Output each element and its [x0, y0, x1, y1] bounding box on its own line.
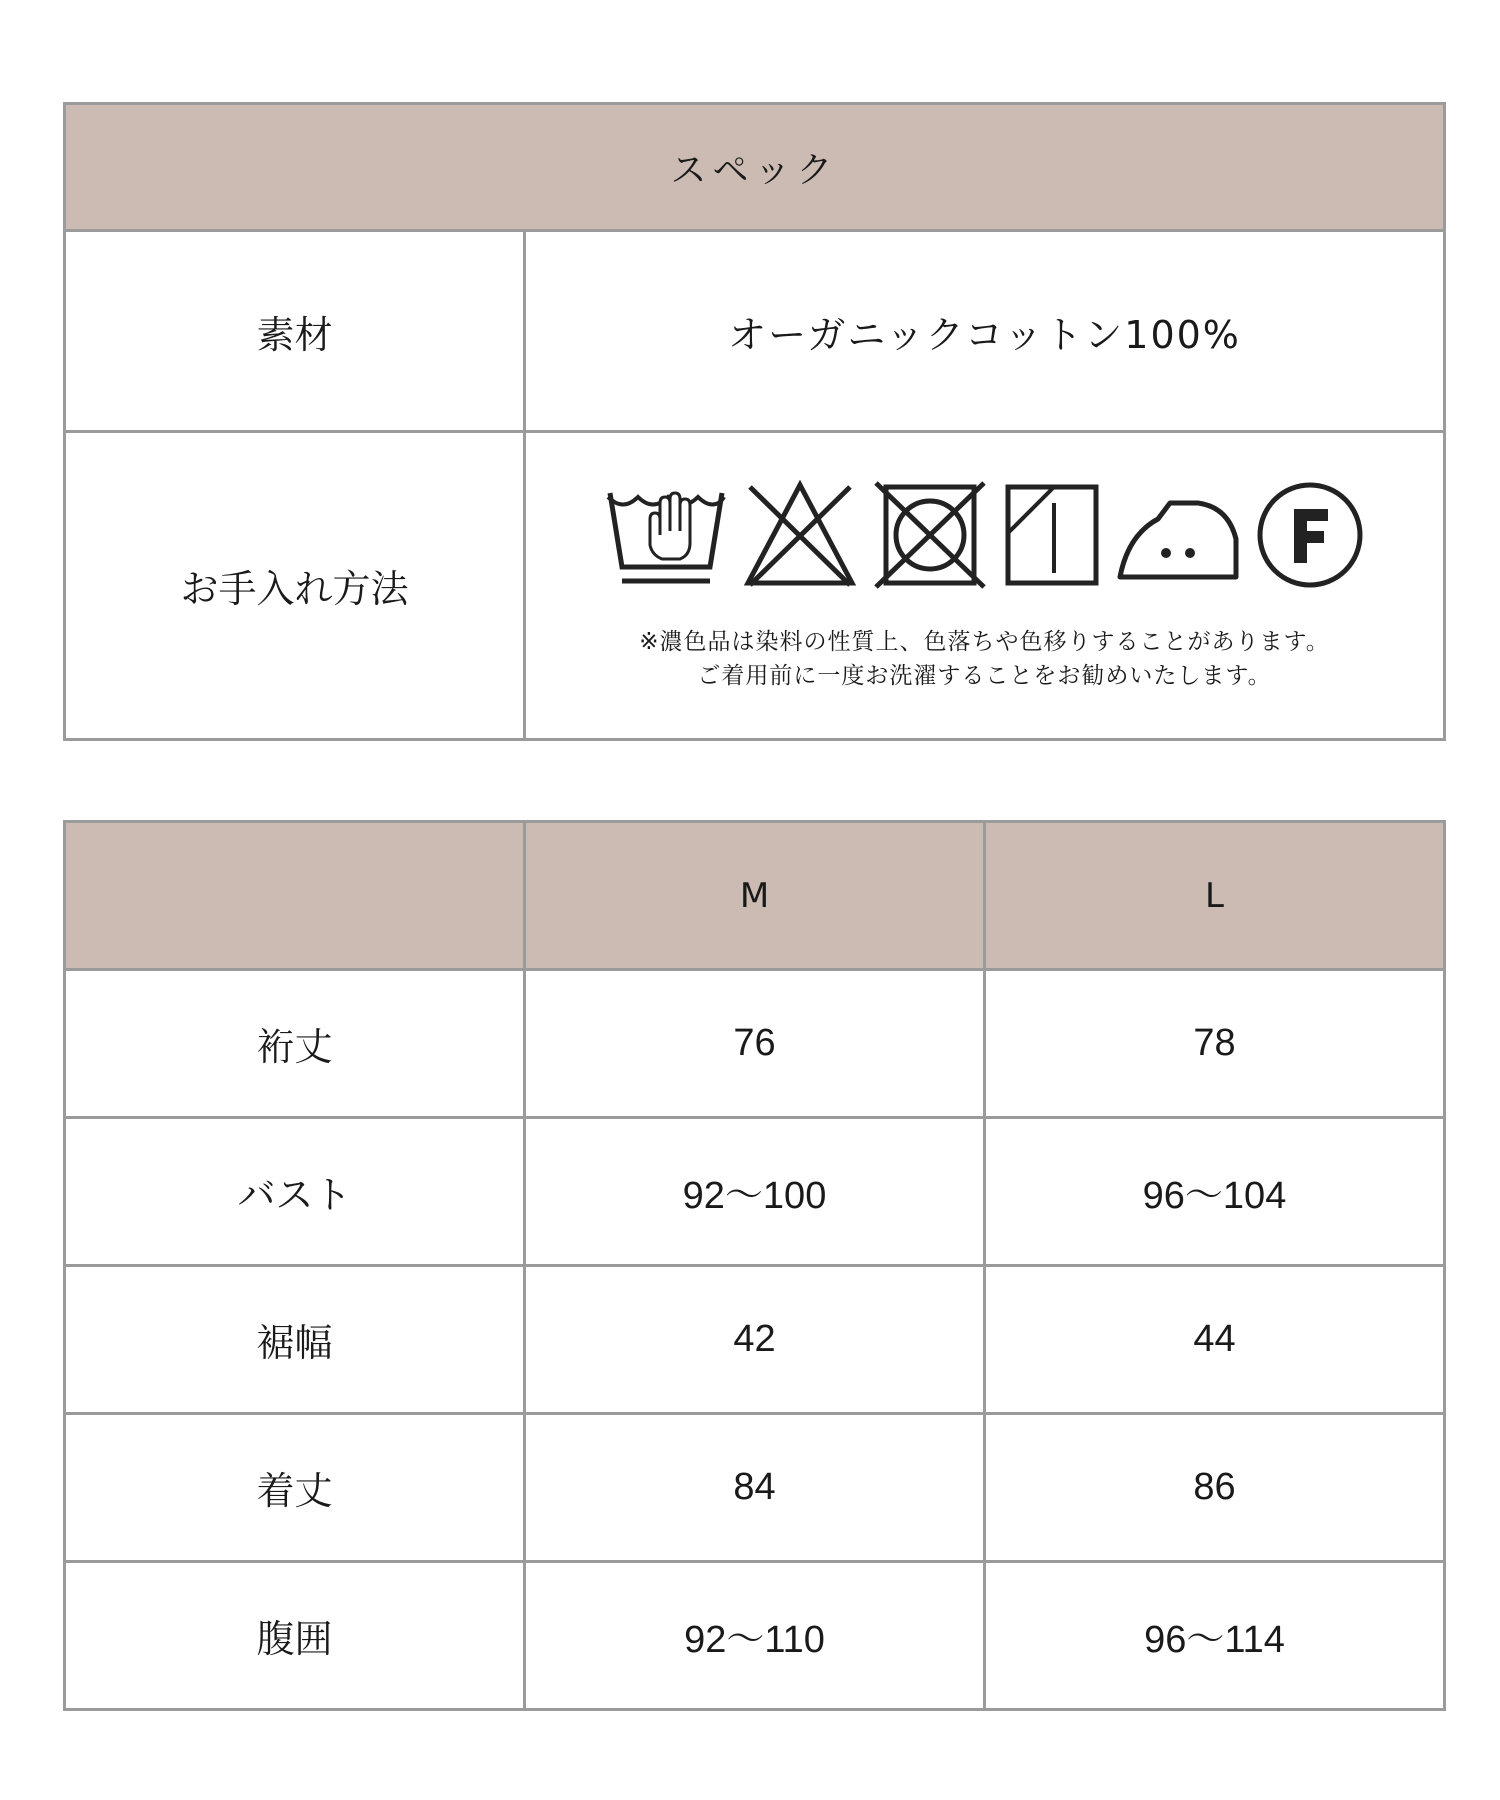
size-l-value: 96〜104: [985, 1118, 1445, 1266]
table-row: [65, 1266, 1445, 1414]
hand-wash-icon: [604, 479, 728, 591]
table-row: [65, 1414, 1445, 1562]
size-m-value: 42: [525, 1266, 985, 1414]
care-label: お手入れ方法: [65, 432, 525, 740]
row-label: 裄丈: [65, 970, 525, 1118]
care-note-line-1: ※濃色品は染料の性質上、色落ちや色移りすることがあります。: [639, 628, 1330, 655]
size-l-value: 44: [985, 1266, 1445, 1414]
size-table: [63, 820, 1446, 1711]
no-tumble-dry-icon: [872, 479, 988, 591]
line-dry-shade-icon: [1002, 479, 1102, 591]
size-l-value: 96〜114: [985, 1562, 1445, 1710]
size-m-value: 76: [525, 970, 985, 1118]
size-m-value: 84: [525, 1414, 985, 1562]
size-l-value: 78: [985, 970, 1445, 1118]
row-label: 裾幅: [65, 1266, 525, 1414]
size-header-row: [65, 822, 1445, 970]
row-label: 着丈: [65, 1414, 525, 1562]
dry-clean-f-icon: [1254, 479, 1366, 591]
care-note-line-2: ご着用前に一度お洗濯することをお勧めいたします。: [697, 662, 1272, 689]
row-label: 腹囲: [65, 1562, 525, 1710]
size-header-m: M: [525, 822, 985, 970]
care-icons: [526, 479, 1443, 591]
table-row: [65, 970, 1445, 1118]
spec-title: スペック: [65, 104, 1445, 231]
size-header-l: L: [985, 822, 1445, 970]
no-bleach-icon: [742, 479, 858, 591]
size-m-value: 92〜110: [525, 1562, 985, 1710]
size-m-value: 92〜100: [525, 1118, 985, 1266]
table-row: [65, 1118, 1445, 1266]
spec-table: [63, 102, 1446, 741]
care-cell: [525, 432, 1445, 740]
iron-low-icon: [1116, 479, 1240, 591]
size-header-blank: [65, 822, 525, 970]
row-label: バスト: [65, 1118, 525, 1266]
table-row: [65, 1562, 1445, 1710]
material-value: オーガニックコットン100%: [525, 231, 1445, 432]
size-l-value: 86: [985, 1414, 1445, 1562]
material-label: 素材: [65, 231, 525, 432]
